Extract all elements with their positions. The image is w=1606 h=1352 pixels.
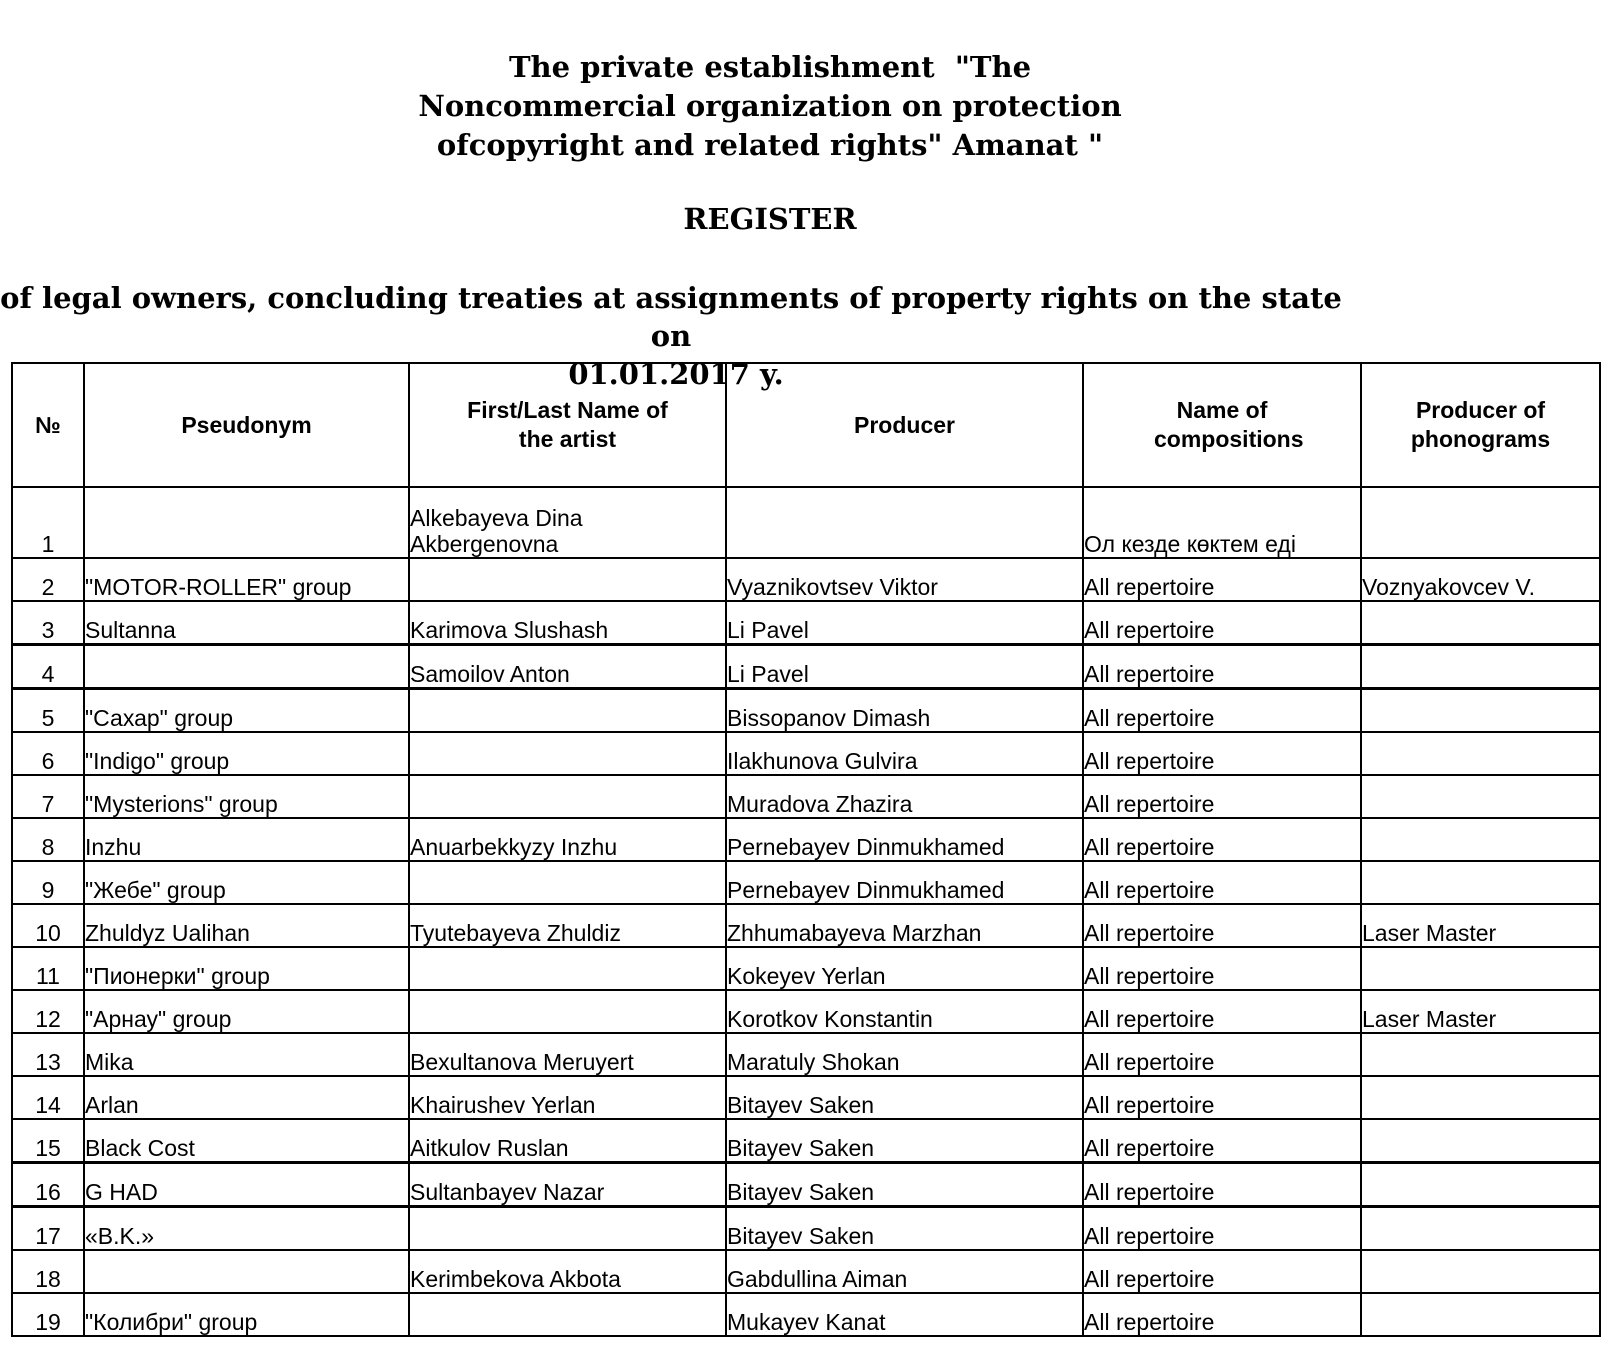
phonogram-producer-cell (1361, 1119, 1600, 1163)
row-number-cell: 9 (12, 861, 84, 904)
table-header-row (12, 363, 1600, 487)
compositions-cell: All repertoire (1083, 775, 1361, 818)
table-row (12, 1293, 1600, 1336)
compositions-cell: All repertoire (1083, 861, 1361, 904)
artist-name-cell: Sultanbayev Nazar (409, 1163, 726, 1207)
producer-cell: Li Pavel (726, 645, 1083, 689)
column-header-pseudonym: Pseudonym (84, 363, 409, 487)
subtitle-date: 01.01.2017 y. (568, 357, 784, 391)
table-row (12, 732, 1600, 775)
pseudonym-cell: "Indigo" group (84, 732, 409, 775)
organization-title-line: ofcopyright and related rights" Amanat " (436, 128, 1104, 162)
artist-name-cell: Khairushev Yerlan (409, 1076, 726, 1119)
artist-name-cell (409, 1293, 726, 1336)
compositions-cell: All repertoire (1083, 947, 1361, 990)
pseudonym-cell: G HAD (84, 1163, 409, 1207)
phonogram-producer-cell (1361, 1163, 1600, 1207)
column-header-phonograms: Producer of phonograms (1361, 363, 1600, 487)
table-row (12, 487, 1600, 558)
producer-cell: Zhhumabayeva Marzhan (726, 904, 1083, 947)
pseudonym-cell: "Жебе" group (84, 861, 409, 904)
table-row (12, 1250, 1600, 1293)
producer-cell: Ilakhunova Gulvira (726, 732, 1083, 775)
pseudonym-cell: "Сахар" group (84, 689, 409, 733)
compositions-cell: All repertoire (1083, 818, 1361, 861)
artist-name-cell: Samoilov Anton (409, 645, 726, 689)
artist-name-cell: Alkebayeva Dina Akbergenovna (409, 487, 726, 558)
phonogram-producer-cell (1361, 1293, 1600, 1336)
phonogram-producer-cell (1361, 947, 1600, 990)
table-row (12, 601, 1600, 645)
table-row (12, 1163, 1600, 1207)
subtitle-line: of legal owners, concluding treaties at assignments of property rights on the state on (0, 281, 1342, 353)
producer-cell: Bitayev Saken (726, 1076, 1083, 1119)
row-number-cell: 16 (12, 1163, 84, 1207)
pseudonym-cell: Mika (84, 1033, 409, 1076)
table-row (12, 1207, 1600, 1251)
artist-name-cell (409, 732, 726, 775)
row-number-cell: 4 (12, 645, 84, 689)
compositions-cell: Ол кезде көктем еді (1083, 487, 1361, 558)
producer-cell: Maratuly Shokan (726, 1033, 1083, 1076)
phonogram-producer-cell: Laser Master (1361, 904, 1600, 947)
phonogram-producer-cell (1361, 645, 1600, 689)
phonogram-producer-cell (1361, 1207, 1600, 1251)
artist-name-cell: Kerimbekova Akbota (409, 1250, 726, 1293)
row-number-cell: 1 (12, 487, 84, 558)
compositions-cell: All repertoire (1083, 1207, 1361, 1251)
compositions-cell: All repertoire (1083, 1293, 1361, 1336)
pseudonym-cell (84, 645, 409, 689)
producer-cell: Gabdullina Aiman (726, 1250, 1083, 1293)
row-number-cell: 14 (12, 1076, 84, 1119)
table-row (12, 947, 1600, 990)
table-row (12, 861, 1600, 904)
artist-name-cell (409, 775, 726, 818)
compositions-cell: All repertoire (1083, 1119, 1361, 1163)
table-body (12, 487, 1600, 1336)
compositions-cell: All repertoire (1083, 1163, 1361, 1207)
table-row (12, 818, 1600, 861)
compositions-cell: All repertoire (1083, 601, 1361, 645)
organization-title-line: Noncommercial organization on protection (418, 89, 1122, 123)
column-header-producer: Producer (726, 363, 1083, 487)
producer-cell: Kokeyev Yerlan (726, 947, 1083, 990)
phonogram-producer-cell (1361, 1250, 1600, 1293)
row-number-cell: 12 (12, 990, 84, 1033)
row-number-cell: 2 (12, 558, 84, 601)
artist-name-cell (409, 947, 726, 990)
row-number-cell: 13 (12, 1033, 84, 1076)
column-header-artist: First/Last Name of the artist (409, 363, 726, 487)
producer-cell: Li Pavel (726, 601, 1083, 645)
producer-cell: Mukayev Kanat (726, 1293, 1083, 1336)
phonogram-producer-cell: Voznyakovcev V. (1361, 558, 1600, 601)
table-row (12, 1033, 1600, 1076)
table-row (12, 990, 1600, 1033)
producer-cell: Pernebayev Dinmukhamed (726, 818, 1083, 861)
pseudonym-cell: «B.K.» (84, 1207, 409, 1251)
table-row (12, 645, 1600, 689)
pseudonym-cell (84, 1250, 409, 1293)
row-number-cell: 8 (12, 818, 84, 861)
producer-cell: Vyaznikovtsev Viktor (726, 558, 1083, 601)
compositions-cell: All repertoire (1083, 990, 1361, 1033)
phonogram-producer-cell (1361, 732, 1600, 775)
phonogram-producer-cell (1361, 818, 1600, 861)
producer-cell: Bitayev Saken (726, 1163, 1083, 1207)
artist-name-cell: Aitkulov Ruslan (409, 1119, 726, 1163)
organization-title-line: The private establishment "The (508, 50, 1032, 84)
phonogram-producer-cell (1361, 861, 1600, 904)
pseudonym-cell: Sultanna (84, 601, 409, 645)
pseudonym-cell: Inzhu (84, 818, 409, 861)
row-number-cell: 11 (12, 947, 84, 990)
producer-cell: Bitayev Saken (726, 1119, 1083, 1163)
compositions-cell: All repertoire (1083, 558, 1361, 601)
artist-name-cell: Anuarbekkyzy Inzhu (409, 818, 726, 861)
phonogram-producer-cell (1361, 689, 1600, 733)
phonogram-producer-cell (1361, 601, 1600, 645)
row-number-cell: 6 (12, 732, 84, 775)
compositions-cell: All repertoire (1083, 904, 1361, 947)
table-row (12, 558, 1600, 601)
artist-name-cell (409, 558, 726, 601)
row-number-cell: 19 (12, 1293, 84, 1336)
compositions-cell: All repertoire (1083, 732, 1361, 775)
table-row (12, 904, 1600, 947)
phonogram-producer-cell (1361, 487, 1600, 558)
row-number-cell: 18 (12, 1250, 84, 1293)
artist-name-cell (409, 689, 726, 733)
row-number-cell: 10 (12, 904, 84, 947)
pseudonym-cell: "Арнау" group (84, 990, 409, 1033)
column-header-number: № (12, 363, 84, 487)
compositions-cell: All repertoire (1083, 645, 1361, 689)
producer-cell (726, 487, 1083, 558)
producer-cell: Bissopanov Dimash (726, 689, 1083, 733)
pseudonym-cell (84, 487, 409, 558)
compositions-cell: All repertoire (1083, 1076, 1361, 1119)
table-row (12, 689, 1600, 733)
artist-name-cell: Bexultanova Meruyert (409, 1033, 726, 1076)
artist-name-cell: Karimova Slushash (409, 601, 726, 645)
register-table (11, 362, 1601, 1337)
phonogram-producer-cell (1361, 1076, 1600, 1119)
row-number-cell: 15 (12, 1119, 84, 1163)
pseudonym-cell: "Колибри" group (84, 1293, 409, 1336)
row-number-cell: 3 (12, 601, 84, 645)
producer-cell: Bitayev Saken (726, 1207, 1083, 1251)
row-number-cell: 17 (12, 1207, 84, 1251)
table-row (12, 775, 1600, 818)
compositions-cell: All repertoire (1083, 689, 1361, 733)
column-header-compositions: Name of compositions (1083, 363, 1361, 487)
compositions-cell: All repertoire (1083, 1250, 1361, 1293)
table-row (12, 1119, 1600, 1163)
phonogram-producer-cell (1361, 1033, 1600, 1076)
pseudonym-cell: Black Cost (84, 1119, 409, 1163)
organization-title (0, 48, 1540, 165)
phonogram-producer-cell: Laser Master (1361, 990, 1600, 1033)
artist-name-cell: Tyutebayeva Zhuldiz (409, 904, 726, 947)
phonogram-producer-cell (1361, 775, 1600, 818)
pseudonym-cell: "Пионерки" group (84, 947, 409, 990)
producer-cell: Muradova Zhazira (726, 775, 1083, 818)
pseudonym-cell: "Mysterions" group (84, 775, 409, 818)
pseudonym-cell: "MOTOR-ROLLER" group (84, 558, 409, 601)
producer-cell: Pernebayev Dinmukhamed (726, 861, 1083, 904)
compositions-cell: All repertoire (1083, 1033, 1361, 1076)
row-number-cell: 5 (12, 689, 84, 733)
register-title: REGISTER (683, 202, 857, 236)
pseudonym-cell: Arlan (84, 1076, 409, 1119)
pseudonym-cell: Zhuldyz Ualihan (84, 904, 409, 947)
artist-name-cell (409, 1207, 726, 1251)
producer-cell: Korotkov Konstantin (726, 990, 1083, 1033)
artist-name-cell (409, 990, 726, 1033)
artist-name-cell (409, 861, 726, 904)
table-row (12, 1076, 1600, 1119)
row-number-cell: 7 (12, 775, 84, 818)
